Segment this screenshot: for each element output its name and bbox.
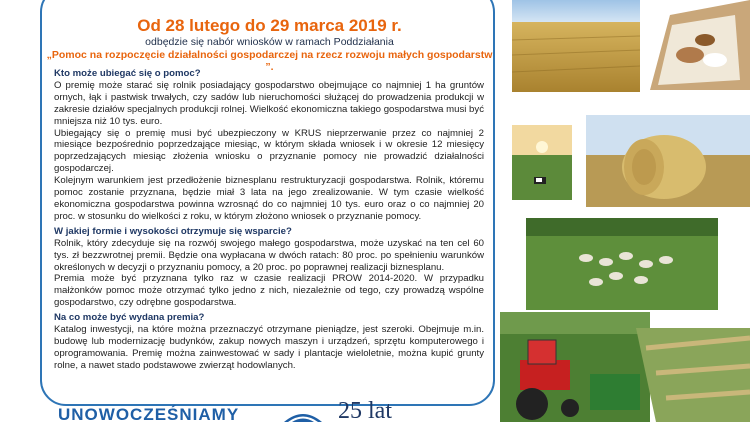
- question-who: Kto może ubiegać się o pomoc?: [54, 68, 201, 79]
- paragraph: Rolnik, który zdecyduje się na rozwój swojego małego gospodarstwa, może uzyskać na ten cel 60 tys. zł bezzwrotnej premii. Będzie ona wypłacana w dwóch ratach: 80 proc. po spełnieniu warunków określonych w decyzji o przyznaniu pomocy, a 20 proc. po poprawnej realizacji biznesplanu.: [54, 237, 484, 273]
- paragraph: Ubiegający się o premię musi być ubezpieczony w KRUS nieprzerwanie przez co najmniej 2 miesiące bezpośrednio poprzedzające miesiąc, w którym składa wniosek i w okresie 12 miesięcy poprzedzających miesiąc złożenia wniosku o przyznanie pomocy nie prowadzić działalności gospodarczej.: [54, 127, 484, 175]
- paragraph: Katalog inwestycji, na które można przeznaczyć otrzymane pieniądze, jest szeroki. Obejmuje m.in. budowę lub modernizację budynków, zakup nowych maszyn i urządzeń, sprzętu komputerowego i oprogramowania. Premię można zainwestować w sady i plantacje wieloletnie, można kupić grunty rolne, a nawet stado podstawowe zwierząt hodowlanych.: [54, 324, 484, 371]
- wheat-field-photo: [512, 0, 640, 92]
- anniversary-badge: 25 lat: [338, 398, 392, 424]
- question-spend: Na co może być wydana premia?: [54, 312, 205, 324]
- farm-animals-photo: [650, 0, 750, 100]
- sheep-pasture-photo: [526, 218, 718, 310]
- hay-bale-photo: [586, 115, 750, 207]
- tractor-photo: [500, 312, 650, 422]
- paragraph: O premię może starać się rolnik posiadający gospodarstwo obejmujące co najmniej 1 ha gruntów ornych, łąk i pastwisk trwałych, czy sadów lub nieruchomości służącej do prowadzenia produkcji w zakresie działów specjalnych produkcji rolnej. Wielkość ekonomiczna takiego gospodarstwa musi być mniejsza niż 10 tys. euro.: [54, 79, 484, 127]
- page-title: Od 28 lutego do 29 marca 2019 r.: [137, 16, 402, 35]
- logo-icon: [282, 404, 324, 422]
- article-body: [54, 65, 484, 372]
- cows-meadow-photo: [512, 125, 572, 200]
- paragraph: Kolejnym warunkiem jest przedłożenie biznesplanu restrukturyzacji gospodarstwa. Rolnik, któremu pomoc zostanie przyznana, będzie miał 3 lata na jego zrealizowanie. W tym czasie wielkość ekonomiczna gospodarstwa powinna wzrosnąć do co najmniej 10 tys. euro oraz o co najmniej 20 proc. w stosunku do wielkości z roku, w którym złożono wniosek o przyznanie pomocy.: [54, 175, 484, 222]
- question-form: W jakiej formie i wysokości otrzymuje się wsparcie?: [54, 225, 292, 237]
- program-name: „Pomoc na rozpoczęcie działalności gospodarczej na rzecz rozwoju małych gospodarstw ”.: [46, 49, 493, 73]
- page-subtitle: odbędzie się nabór wniosków w ramach Poddziałania: [145, 36, 394, 48]
- info-card: [40, 0, 495, 406]
- slogan: UNOWOCZEŚNIAMY: [58, 405, 240, 424]
- aerial-fields-photo: [636, 328, 750, 422]
- paragraph: Premia może być przyznana tylko raz w czasie realizacji PROW 2014-2020. W przypadku małżonków pomoc może otrzymać tylko jedno z nich, niezależnie od tego, czy prowadzą wspólne gospodarstwo, czy odrębne gospodarstwa.: [54, 273, 484, 309]
